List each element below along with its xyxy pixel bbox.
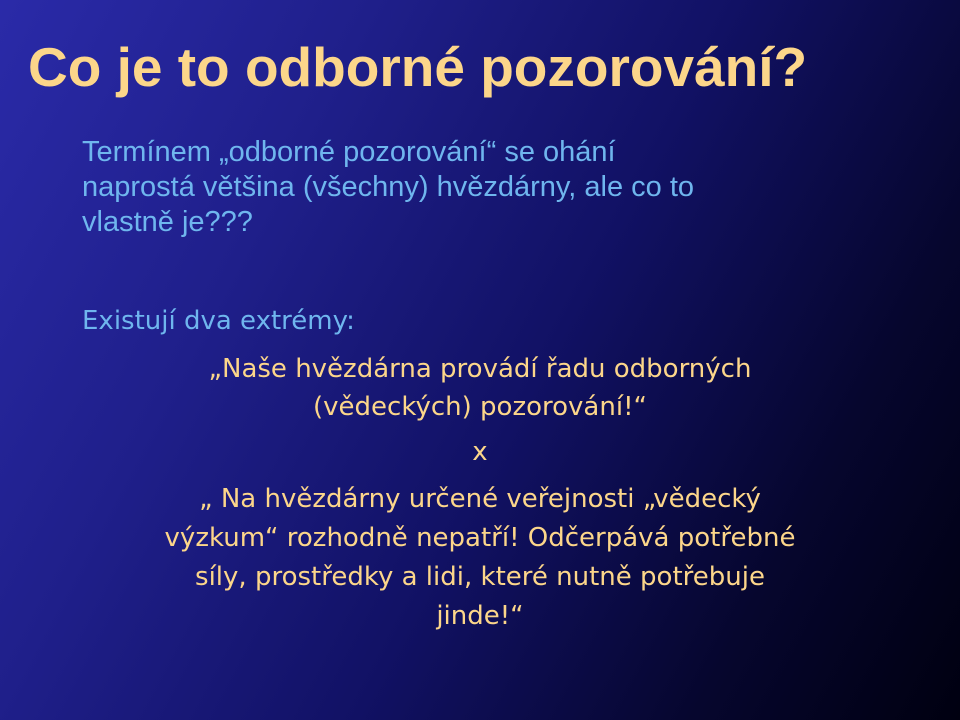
extremes-label: Existují dva extrémy: [82, 306, 355, 336]
versus-separator: x [472, 437, 488, 467]
quote-line: „Naše hvězdárna provádí řadu odborných [208, 354, 752, 384]
quote-line: výzkum“ rozhodně nepatří! Odčerpává potřebné [164, 523, 796, 553]
quote-line: síly, prostředky a lidi, které nutně potřebuje [195, 562, 765, 592]
intro-line: vlastně je??? [82, 206, 253, 238]
slide-title: Co je to odborné pozorování? [28, 36, 808, 98]
intro-line: naprostá většina (všechny) hvězdárny, ale co to [82, 171, 695, 203]
quote-first-extreme [60, 350, 900, 426]
quote-line: „ Na hvězdárny určené veřejnosti „vědecký [199, 484, 761, 514]
intro-line: Termínem „odborné pozorování“ se ohání [82, 136, 616, 168]
quote-second-extreme [60, 480, 900, 636]
intro-paragraph [82, 135, 694, 240]
quote-line: (vědeckých) pozorování!“ [313, 392, 647, 422]
quote-line: jinde!“ [436, 601, 524, 631]
